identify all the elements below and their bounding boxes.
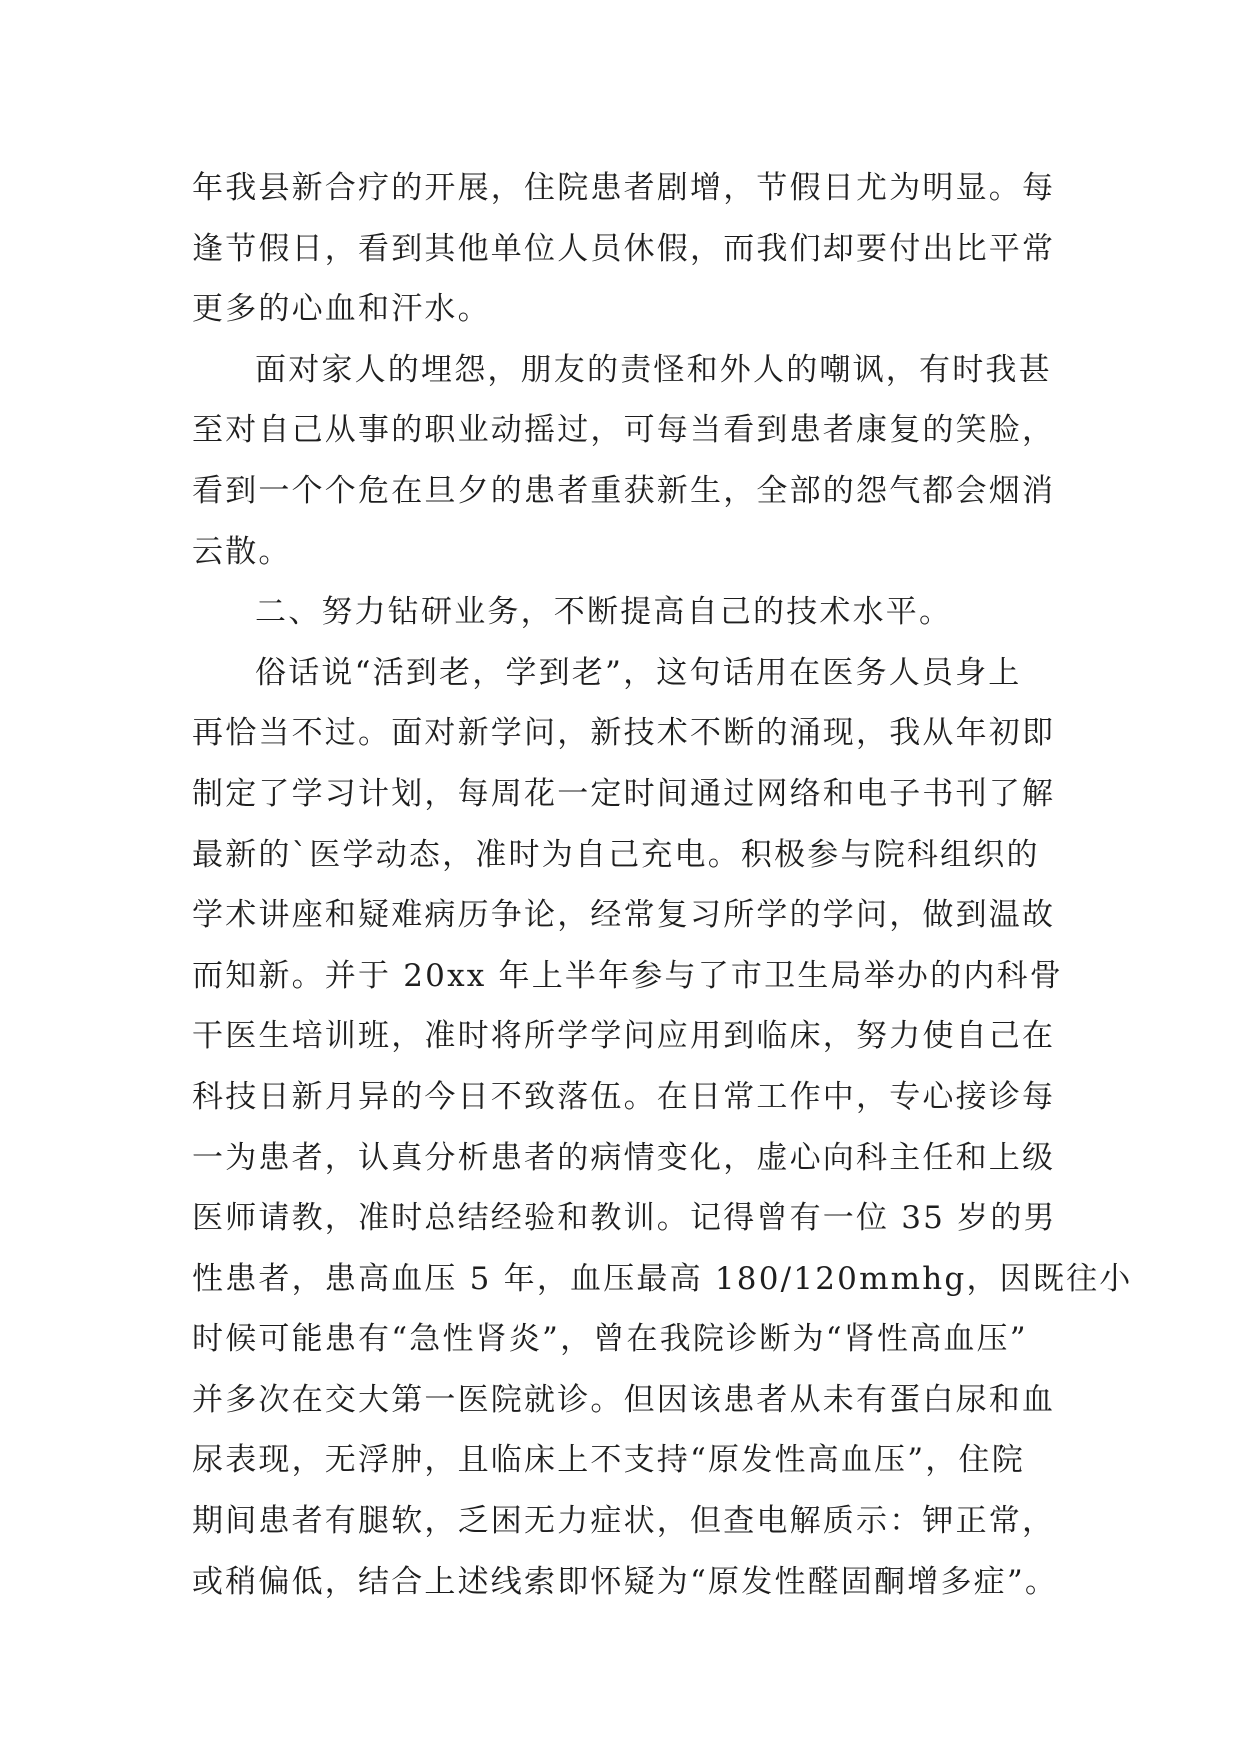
section-heading: 二、努力钻研业务，不断提高自己的技术水平。	[255, 594, 953, 631]
body-text	[192, 158, 1133, 1612]
text-line: 时候可能患有“急性肾炎”，曾在我院诊断为“肾性高血压”	[192, 1321, 1028, 1358]
text-line: 看到一个个危在旦夕的患者重获新生，全部的怨气都会烟消	[192, 472, 1056, 509]
text-line: 年我县新合疗的开展，住院患者剧增，节假日尤为明显。每	[192, 170, 1056, 206]
text-line: 再恰当不过。面对新学问，新技术不断的涌现，我从年初即	[192, 715, 1056, 752]
paragraph-start-line: 面对家人的埋怨，朋友的责怪和外人的嘲讽，有时我甚	[255, 351, 1052, 388]
text-line: 云散。	[192, 533, 292, 570]
text-line: 尿表现，无浮肿，且临床上不支持“原发性高血压”，住院	[192, 1442, 1025, 1479]
text-line: 科技日新月异的今日不致落伍。在日常工作中，专心接诊每	[192, 1078, 1056, 1115]
paragraph-start-line: 俗话说“活到老，学到老”，这句话用在医务人员身上	[255, 654, 1022, 691]
text-line: 一为患者，认真分析患者的病情变化，虚心向科主任和上级	[192, 1139, 1056, 1176]
text-line: 而知新。并于 20xx 年上半年参与了市卫生局举办的内科骨	[192, 957, 1063, 994]
text-line: 逢节假日，看到其他单位人员休假，而我们却要付出比平常	[192, 230, 1056, 267]
text-line: 性患者，患高血压 5 年，血压最高 180/120mmhg，因既往小	[192, 1260, 1133, 1297]
text-line: 并多次在交大第一医院就诊。但因该患者从未有蛋白尿和血	[192, 1381, 1056, 1418]
text-line: 至对自己从事的职业动摇过，可每当看到患者康复的笑脸，	[192, 412, 1056, 449]
text-line: 学术讲座和疑难病历争论，经常复习所学的学问，做到温故	[192, 897, 1056, 934]
text-line: 或稍偏低，结合上述线索即怀疑为“原发性醛固酮增多症”。	[192, 1563, 1059, 1600]
text-line: 干医生培训班，准时将所学学问应用到临床，努力使自己在	[192, 1018, 1056, 1055]
text-line: 制定了学习计划，每周花一定时间通过网络和电子书刊了解	[192, 775, 1056, 812]
text-line: 医师请教，准时总结经验和教训。记得曾有一位 35 岁的男	[192, 1200, 1057, 1237]
text-line: 期间患者有腿软，乏困无力症状，但查电解质示：钾正常，	[192, 1503, 1056, 1540]
text-line: 更多的心血和汗水。	[192, 291, 491, 328]
text-line: 最新的`医学动态，准时为自己充电。积极参与院科组织的	[192, 836, 1040, 873]
